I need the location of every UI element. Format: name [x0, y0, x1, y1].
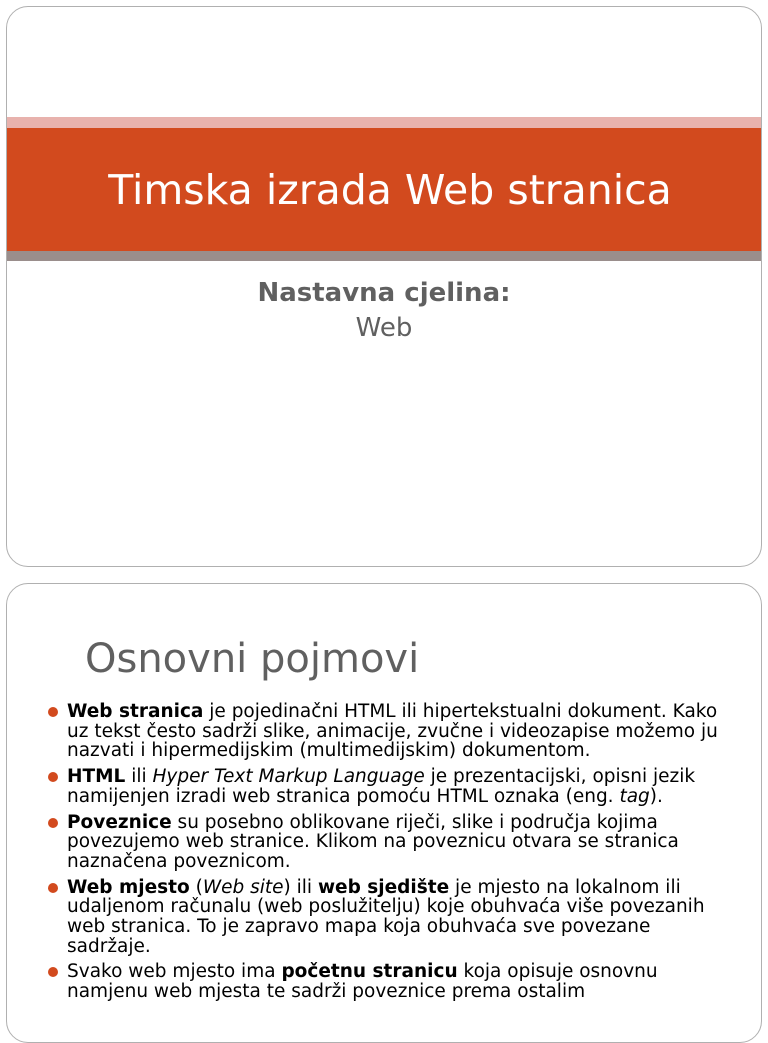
- italic-term: Hyper Text Markup Language: [152, 766, 425, 788]
- bold-term: web sjedište: [317, 876, 450, 898]
- italic-term: Web site: [202, 876, 284, 898]
- bullet-dot-icon: [48, 883, 58, 893]
- bullet-item: [47, 962, 733, 1001]
- title-band-top: [7, 117, 761, 128]
- bullet-list: [47, 702, 733, 1008]
- bold-term: Web stranica: [67, 701, 204, 722]
- bullet-dot-icon: [48, 707, 58, 717]
- slide-heading: Osnovni pojmovi: [85, 636, 420, 682]
- bullet-dot-icon: [48, 818, 58, 828]
- text-run: Svako web mjesto ima: [67, 961, 282, 983]
- text-run: ) ili: [283, 876, 318, 898]
- title-band-bottom: [7, 251, 761, 261]
- bold-term: početnu stranicu: [281, 961, 458, 983]
- text-run: je pojedinačni HTML ili hipertekstualni dokument. Kako uz tekst često sadrži slike, animacije, zvučne i videozapise možemo ju nazvati i hipermedijskim (multimedijskim) dokumentom.: [67, 701, 718, 762]
- text-run: je prezentacijski, opisni jezik namijenjen izradi web stranica pomoću HTML oznaka (eng.: [67, 766, 696, 807]
- bullet-item: [47, 813, 733, 872]
- subtitle-label: Nastavna cjelina:: [257, 278, 511, 308]
- slide-title: Timska izrada Web stranica: [108, 165, 672, 214]
- bold-term: HTML: [67, 766, 126, 788]
- subtitle-block: [7, 275, 761, 345]
- bullet-item: [47, 702, 733, 761]
- bold-term: Poveznice: [67, 811, 172, 833]
- italic-term: tag: [619, 785, 650, 807]
- title-slide: [6, 6, 762, 567]
- text-run: ili: [125, 766, 153, 788]
- bullet-item: [47, 767, 733, 806]
- text-run: ).: [649, 785, 663, 807]
- subtitle-value: Web: [355, 313, 413, 343]
- text-run: (: [189, 876, 203, 898]
- text-run: su posebno oblikovane riječi, slike i područja kojima povezujemo web stranice. Klikom na poveznicu otvara se stranica naznačena poveznicom.: [67, 811, 679, 872]
- bullet-dot-icon: [48, 967, 58, 977]
- text-run: koja opisuje osnovnu namjenu web mjesta te sadrži poveznice prema ostalim: [67, 961, 658, 1003]
- bullet-dot-icon: [48, 772, 58, 782]
- bold-term: Web mjesto: [67, 876, 190, 898]
- text-run: je mjesto na lokalnom ili udaljenom računalu (web poslužitelju) koje obuhvaća više povezanih web stranica. To je zapravo mapa koja obuhvaća sve povezane sadržaje.: [67, 876, 705, 957]
- content-slide: [6, 583, 762, 1043]
- bullet-item: [47, 878, 733, 957]
